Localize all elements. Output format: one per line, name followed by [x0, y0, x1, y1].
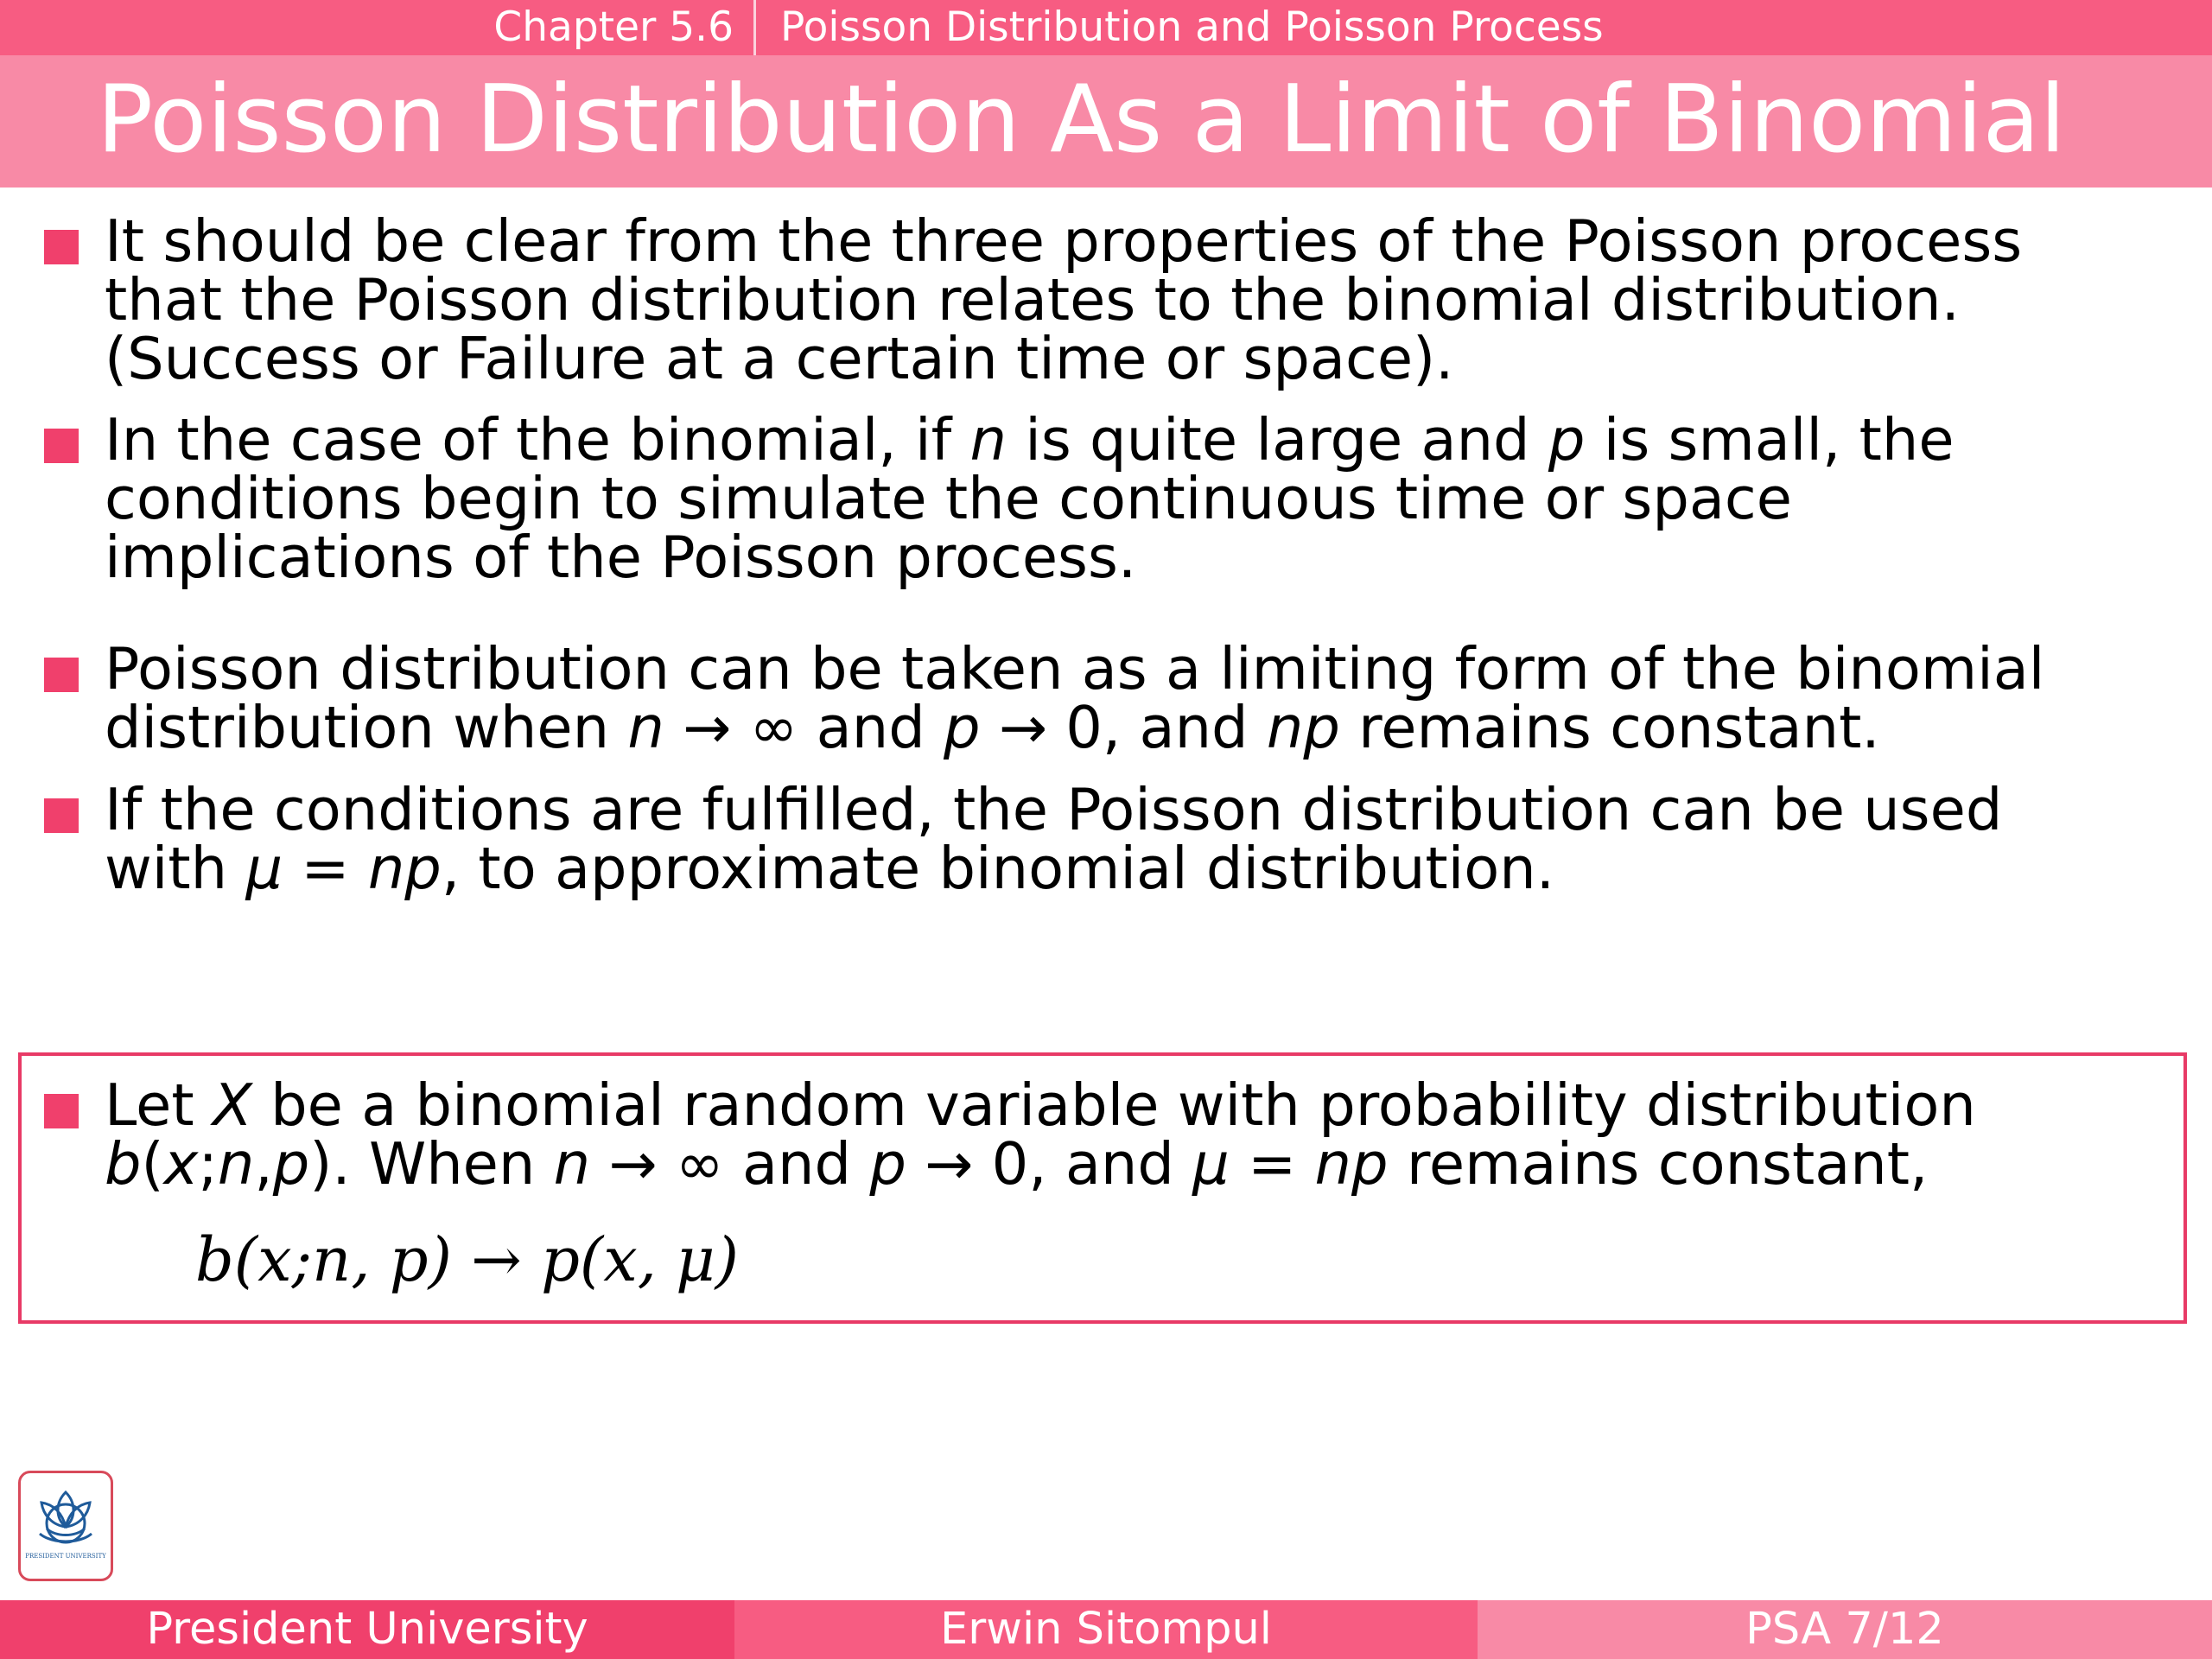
- bullet-line: [105, 406, 1955, 474]
- bullet-line: [105, 325, 2022, 392]
- chapter-label: Chapter 5.6: [493, 3, 734, 51]
- text-segment: (Success or Failure at a certain time or space).: [105, 325, 1454, 392]
- math-variable: n: [627, 694, 664, 761]
- bullet-line: [105, 1071, 1976, 1139]
- math-variable: p: [1548, 406, 1586, 474]
- bullet-text: [105, 1071, 1976, 1198]
- text-segment: ,: [254, 1130, 273, 1198]
- bullet-line: [105, 207, 2023, 275]
- text-segment: with: [105, 835, 246, 902]
- bullet-text: [105, 776, 2003, 902]
- bullet-line: [105, 1130, 1976, 1198]
- footer-author: Erwin Sitompul: [734, 1600, 1478, 1659]
- text-segment: remains constant.: [1339, 694, 1880, 761]
- text-segment: If the conditions are fulfilled, the Poisson distribution can be used: [105, 776, 2003, 843]
- math-variable: np: [1266, 694, 1340, 761]
- text-segment: (: [141, 1130, 164, 1198]
- text-segment: is quite large and: [1006, 406, 1548, 474]
- topic-label: Poisson Distribution and Poisson Process: [780, 3, 1604, 51]
- bullet-text: [105, 635, 2045, 761]
- bullet-line: [105, 694, 2044, 761]
- bullet-square-icon: [44, 798, 79, 833]
- math-variable: X: [212, 1071, 252, 1139]
- bullet-line: [105, 524, 1955, 591]
- math-variable: p: [272, 1130, 310, 1198]
- lotus-logo-icon: [21, 1473, 111, 1579]
- text-segment: In the case of the binomial, if: [105, 406, 970, 474]
- math-variable: μ: [245, 835, 283, 902]
- bullet-square-icon: [44, 429, 79, 463]
- formula-lhs: b(x;n, p): [195, 1224, 452, 1295]
- text-segment: distribution when: [105, 694, 628, 761]
- text-segment: → 0, and: [980, 694, 1267, 761]
- text-segment: It should be clear from the three properties of the Poisson process: [105, 207, 2023, 275]
- bullet-line: [105, 465, 1955, 532]
- footer-page: PSA 7/12: [1478, 1600, 2212, 1659]
- text-segment: → ∞ and: [590, 1130, 870, 1198]
- logo-text: PRESIDENT UNIVERSITY: [25, 1553, 106, 1560]
- text-segment: ;: [198, 1130, 218, 1198]
- text-segment: =: [283, 835, 368, 902]
- bullet-line: [105, 635, 2045, 702]
- math-variable: n: [217, 1130, 255, 1198]
- formula-rhs: p(x, μ): [541, 1224, 739, 1295]
- bullet-line: [105, 776, 2003, 843]
- bullet-square-icon: [44, 658, 79, 692]
- math-variable: np: [367, 835, 442, 902]
- bullet-square-icon: [44, 1094, 79, 1128]
- text-segment: =: [1229, 1130, 1315, 1198]
- text-segment: → 0, and: [906, 1130, 1193, 1198]
- text-segment: Let: [105, 1071, 213, 1139]
- math-variable: n: [553, 1130, 591, 1198]
- bullet-text: [105, 207, 2023, 392]
- text-segment: implications of the Poisson process.: [105, 524, 1137, 591]
- text-segment: that the Poisson distribution relates to the binomial distribution.: [105, 266, 1960, 334]
- bullet-line: [105, 266, 2022, 334]
- limit-formula: [195, 1225, 739, 1294]
- text-segment: conditions begin to simulate the continuous time or space: [105, 465, 1792, 532]
- math-variable: μ: [1192, 1130, 1230, 1198]
- math-variable: b: [105, 1130, 142, 1198]
- footer-university: President University: [0, 1600, 734, 1659]
- bullet-line: [105, 835, 2002, 902]
- university-logo: [18, 1471, 113, 1581]
- math-variable: p: [944, 694, 981, 761]
- text-segment: → ∞ and: [664, 694, 944, 761]
- bullet-square-icon: [44, 230, 79, 264]
- math-variable: x: [163, 1130, 199, 1198]
- text-segment: Poisson distribution can be taken as a limiting form of the binomial: [105, 635, 2045, 702]
- text-segment: ). When: [309, 1130, 554, 1198]
- text-segment: , to approximate binomial distribution.: [441, 835, 1555, 902]
- text-segment: remains constant,: [1388, 1130, 1929, 1198]
- text-segment: be a binomial random variable with probability distribution: [251, 1071, 1976, 1139]
- text-segment: is small, the: [1585, 406, 1955, 474]
- math-variable: p: [869, 1130, 906, 1198]
- slide-title: Poisson Distribution As a Limit of Binomial: [97, 66, 2066, 174]
- math-variable: np: [1314, 1130, 1389, 1198]
- bullet-text: [105, 406, 1955, 591]
- header-divider: [753, 0, 756, 55]
- math-variable: n: [969, 406, 1007, 474]
- formula-arrow: →: [471, 1224, 522, 1295]
